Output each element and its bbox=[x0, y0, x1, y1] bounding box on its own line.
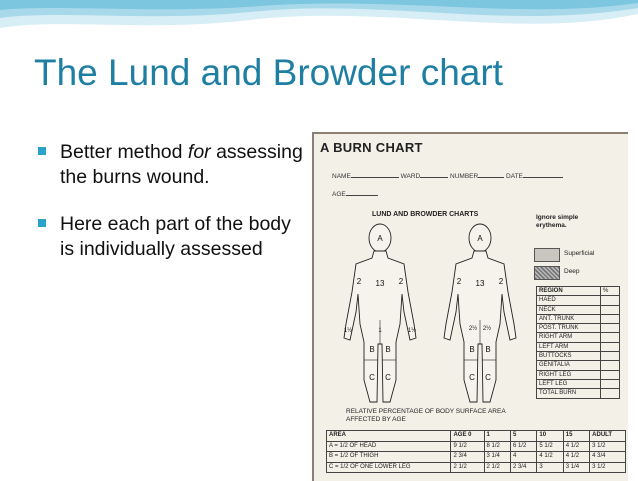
label-buttock: 2½ bbox=[468, 326, 478, 332]
label-arm: 2 bbox=[398, 277, 404, 286]
table-row: C = 1/2 OF ONE LOWER LEG 2 1/2 2 1/2 2 3/4 3 3 1/4 3 1/2 bbox=[327, 462, 626, 473]
label-arm: 2 bbox=[498, 277, 504, 286]
table-row: REGION % bbox=[537, 287, 620, 296]
bullet-square-icon bbox=[38, 147, 46, 155]
lund-browder-subtitle: LUND AND BROWDER CHARTS bbox=[372, 211, 479, 218]
superficial-swatch bbox=[534, 248, 560, 262]
table-row: NECK bbox=[537, 305, 620, 314]
area-age-table bbox=[326, 430, 626, 473]
label-head-back: A bbox=[477, 234, 483, 243]
label-thigh: B bbox=[385, 345, 391, 354]
table-row: RIGHT ARM bbox=[537, 333, 620, 342]
label-thigh: B bbox=[469, 345, 475, 354]
label-head-front: A bbox=[377, 234, 383, 243]
table-row: GENITALIA bbox=[537, 361, 620, 370]
label-trunk-back: 13 bbox=[475, 279, 485, 288]
deep-label: Deep bbox=[564, 268, 580, 275]
bullet-square-icon bbox=[38, 219, 46, 227]
table-row: LEFT LEG bbox=[537, 379, 620, 388]
label-hand: 1½ bbox=[343, 328, 353, 334]
burn-chart-image bbox=[312, 132, 628, 481]
body-diagrams bbox=[332, 220, 532, 410]
label-leg: C bbox=[485, 373, 491, 382]
bullet-item bbox=[34, 212, 306, 262]
label-buttock: 2½ bbox=[482, 326, 492, 332]
relative-percentage-caption: RELATIVE PERCENTAGE OF BODY SURFACE AREA AFFECTED BY AGE bbox=[346, 408, 506, 423]
bullet-list bbox=[34, 140, 306, 284]
label-thigh: B bbox=[485, 345, 491, 354]
region-table bbox=[536, 286, 620, 399]
table-row: B = 1/2 OF THIGH 2 3/4 3 1/4 4 4 1/2 4 1/2 4 3/4 bbox=[327, 452, 626, 463]
label-leg: C bbox=[469, 373, 475, 382]
age-field: AGE bbox=[332, 189, 378, 198]
label-arm: 2 bbox=[456, 277, 462, 286]
bullet-item bbox=[34, 140, 306, 190]
label-hand: 1½ bbox=[407, 328, 417, 334]
bullet-text-1: Better method for assessing the burns wound. bbox=[60, 141, 303, 188]
table-row: A = 1/2 OF HEAD 9 1/2 8 1/2 6 1/2 5 1/2 4 1/2 3 1/2 bbox=[327, 441, 626, 452]
table-row: HAED bbox=[537, 296, 620, 305]
table-row: POST. TRUNK bbox=[537, 324, 620, 333]
ignore-note: Ignore simple erythema. bbox=[536, 214, 579, 229]
bullet-text-2: Here each part of the body is individually assessed bbox=[60, 213, 291, 260]
deep-swatch bbox=[534, 266, 560, 280]
table-row: TOTAL BURN bbox=[537, 389, 620, 398]
slide-title: The Lund and Browder chart bbox=[34, 52, 503, 93]
label-leg: C bbox=[385, 373, 391, 382]
table-row: AREA AGE 0 1 5 10 15 ADULT bbox=[327, 431, 626, 442]
label-arm: 2 bbox=[356, 277, 362, 286]
burn-chart-title: A BURN CHART bbox=[320, 140, 423, 155]
label-trunk-front: 13 bbox=[375, 279, 385, 288]
table-row: RIGHT LEG bbox=[537, 370, 620, 379]
label-leg: C bbox=[369, 373, 375, 382]
label-thigh: B bbox=[369, 345, 375, 354]
table-row: BUTTOCKS bbox=[537, 352, 620, 361]
superficial-label: Superficial bbox=[564, 250, 595, 257]
label-genital: 1 bbox=[378, 328, 382, 334]
patient-fields: NAME WARD NUMBER DATE bbox=[332, 171, 563, 180]
table-row: LEFT ARM bbox=[537, 342, 620, 351]
header-wave-decoration bbox=[0, 0, 638, 60]
table-row: ANT. TRUNK bbox=[537, 314, 620, 323]
